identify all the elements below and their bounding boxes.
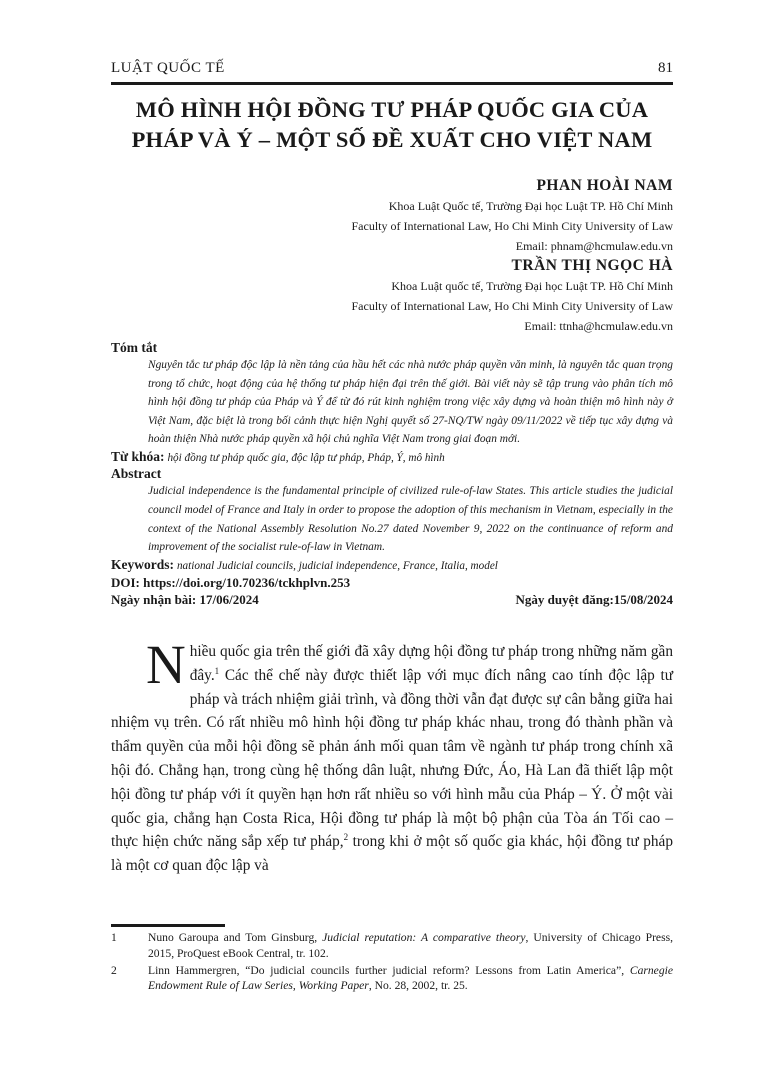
footnote-number: 2 bbox=[111, 963, 117, 977]
author-1 bbox=[200, 176, 673, 256]
keywords-vi-value: hội đồng tư pháp quốc gia, độc lập tư pháp, Pháp, Ý, mô hình bbox=[167, 451, 445, 464]
author-affiliation-en: Faculty of International Law, Ho Chi Minh City University of Law bbox=[351, 299, 673, 313]
summary-vi-label: Tóm tắt bbox=[111, 340, 158, 355]
author-affiliation-vi: Khoa Luật quốc tế, Trường Đại học Luật TP. Hồ Chí Minh bbox=[391, 279, 673, 293]
footnote-text-end: , No. 28, 2002, tr. 25. bbox=[368, 979, 468, 993]
body-segment-3: trong khi ở một số quốc gia khác, hội đồng tư pháp là một cơ quan độc lập và bbox=[111, 833, 673, 875]
footnote-2 bbox=[111, 963, 673, 995]
section-name: LUẬT QUỐC TẾ bbox=[111, 60, 225, 76]
author-name: PHAN HOÀI NAM bbox=[536, 177, 673, 194]
keywords-vi-label: Từ khóa: bbox=[111, 448, 165, 464]
footnote-text: Linn Hammergren, “Do judicial councils further judicial reform? Lessons from Latin America”, bbox=[148, 963, 630, 977]
footnote-rule bbox=[111, 924, 225, 927]
author-name: TRẦN THỊ NGỌC HÀ bbox=[511, 257, 673, 274]
dates-line bbox=[111, 591, 673, 608]
author-affiliation-en: Faculty of International Law, Ho Chi Minh City University of Law bbox=[351, 219, 673, 233]
summary-vi-text: Nguyên tắc tư pháp độc lập là nền tảng của hầu hết các nhà nước pháp quyền văn minh, là nguyên tắc quan trọng trong tổ chức, hoạt động của hệ thống tư pháp hiện đại trên thế giới. Bài viết này sẽ tập trung vào phân tích mô hình hội đồng tư pháp của Pháp và Ý để từ đó rút kinh nghiệm trong việc xây dựng và hoàn thiện mô hình này ở Việt Nam, đặc biệt là trong bối cảnh thực hiện Nghị quyết số 27-NQ/TW ngày 09/11/2022 về tiếp tục xây dựng và hoàn thiện Nhà nước pháp quyền xã hội chủ nghĩa Việt Nam trong giai đoạn mới. bbox=[148, 359, 673, 446]
author-2 bbox=[200, 256, 673, 336]
footnote-ref-1[interactable]: 1 bbox=[214, 665, 220, 676]
footnote-text-end: , University of Chicago Press, 2015, ProQuest eBook Central, tr. 102. bbox=[148, 931, 674, 960]
keywords-en bbox=[111, 557, 673, 575]
footnote-title: Judicial reputation: A comparative theory bbox=[322, 931, 526, 944]
body-paragraph bbox=[111, 634, 673, 878]
body-text bbox=[111, 634, 673, 878]
author-affiliation-vi: Khoa Luật Quốc tế, Trường Đại học Luật TP. Hồ Chí Minh bbox=[388, 199, 673, 213]
footnotes bbox=[111, 930, 673, 995]
keywords-vi bbox=[111, 449, 673, 467]
title-line-2: PHÁP VÀ Ý – MỘT SỐ ĐỀ XUẤT CHO VIỆT NAM bbox=[131, 127, 653, 152]
accepted-date: Ngày duyệt đăng:15/08/2024 bbox=[515, 592, 673, 608]
title-line-1: MÔ HÌNH HỘI ĐỒNG TƯ PHÁP QUỐC GIA CỦA bbox=[135, 97, 649, 122]
footnote-title: Carnegie Endowment Rule of Law Series, Working Paper bbox=[148, 963, 673, 993]
author-email: Email: phnam@hcmulaw.edu.vn bbox=[515, 239, 673, 253]
footnote-number: 1 bbox=[111, 931, 117, 944]
header-rule bbox=[111, 82, 673, 85]
article-title bbox=[100, 95, 684, 155]
body-segment-2: Các thể chế này được thiết lập với mục đích nâng cao tính độc lập tư pháp và trách nhiệm giải trình, và đồng thời vẫn đạt được sự cân bằng giữa hai nhiệm vụ trên. Có rất nhiều mô hình hội đồng tư pháp khác nhau, trong đó thành phần và thẩm quyền của mỗi hội đồng sẽ phản ánh mối quan tâm về ngành tư pháp trong chính xã hội đó. Chẳng hạn, trong cùng hệ thống dân luật, nhưng Đức, Áo, Hà Lan đã thiết lập một hội đồng tư pháp với ít quyền hạn hơn rất nhiều so với hình mẫu của Pháp – Ý. Ở một vài quốc gia, chẳng hạn Costa Rica, Hội đồng tư pháp là một bộ phận của Tòa án Tối cao – thực hiện chức năng sắp xếp tư pháp, bbox=[111, 666, 673, 851]
doi-link[interactable]: DOI: https://doi.org/10.70236/tckhplvn.253 bbox=[111, 575, 351, 591]
footnote-1 bbox=[111, 930, 673, 962]
abstract-en-text: Judicial independence is the fundamental principle of civilized rule-of-law States. This article studies the judicial council model of France and Italy in order to propose the adoption of this mechanism in Vietnam, especially in the context of the National Assembly Resolution No.27 dated November 9, 2022 on the continuance of reform and improvement of the socialist rule-of-law in Vietnam. bbox=[148, 485, 673, 554]
drop-cap: N bbox=[146, 634, 186, 695]
page-number: 81 bbox=[658, 60, 673, 76]
received-date: Ngày nhận bài: 17/06/2024 bbox=[111, 592, 259, 608]
keywords-en-label: Keywords: bbox=[111, 556, 174, 572]
footnote-text: Nuno Garoupa and Tom Ginsburg, bbox=[148, 931, 323, 944]
abstract-en-label: Abstract bbox=[111, 466, 162, 482]
footnote-ref-2[interactable]: 2 bbox=[343, 832, 349, 843]
author-email: Email: ttnha@hcmulaw.edu.vn bbox=[524, 319, 673, 333]
running-header bbox=[111, 58, 673, 80]
keywords-en-value: national Judicial councils, judicial independence, France, Italia, model bbox=[176, 559, 498, 572]
abstract-section bbox=[111, 340, 673, 608]
author-block bbox=[200, 176, 673, 336]
body-segment-1: hiều quốc gia trên thế giới đã xây dựng hội đồng tư pháp trong những năm gần đây. bbox=[189, 643, 673, 684]
